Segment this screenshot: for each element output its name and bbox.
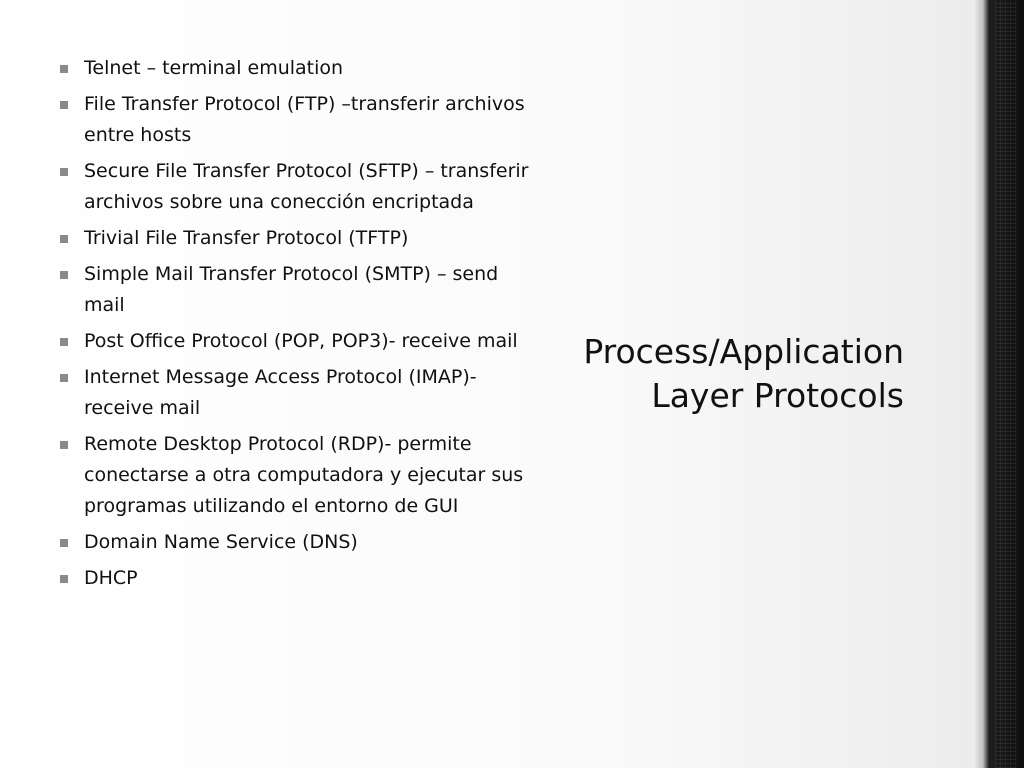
square-bullet-icon xyxy=(60,65,68,73)
bullet-item xyxy=(60,259,530,321)
bullet-text: Trivial File Transfer Protocol (TFTP) xyxy=(84,227,409,249)
bullet-item xyxy=(60,326,530,357)
slide-title-line-1: Process/Application xyxy=(583,332,904,371)
decorative-edge-strip xyxy=(975,0,1024,768)
bullet-text: File Transfer Protocol (FTP) –transferir archivos entre hosts xyxy=(84,93,525,146)
bullet-list xyxy=(60,53,530,599)
bullet-text: Internet Message Access Protocol (IMAP)- receive mail xyxy=(84,366,477,419)
bullet-item xyxy=(60,89,530,151)
slide-title-line-2: Layer Protocols xyxy=(651,376,904,415)
square-bullet-icon xyxy=(60,101,68,109)
bullet-item xyxy=(60,223,530,254)
slide-title xyxy=(484,330,904,418)
bullet-text: Secure File Transfer Protocol (SFTP) – transferir archivos sobre una conección encriptada xyxy=(84,160,529,213)
square-bullet-icon xyxy=(60,168,68,176)
square-bullet-icon xyxy=(60,338,68,346)
square-bullet-icon xyxy=(60,539,68,547)
bullet-text: DHCP xyxy=(84,567,138,589)
square-bullet-icon xyxy=(60,575,68,583)
square-bullet-icon xyxy=(60,271,68,279)
bullet-item xyxy=(60,362,530,424)
bullet-item xyxy=(60,156,530,218)
bullet-item xyxy=(60,429,530,522)
bullet-text: Telnet – terminal emulation xyxy=(84,57,344,79)
bullet-text: Domain Name Service (DNS) xyxy=(84,531,358,553)
bullet-text: Remote Desktop Protocol (RDP)- permite conectarse a otra computadora y ejecutar sus programas utilizando el entorno de GUI xyxy=(84,433,524,517)
bullet-item xyxy=(60,53,530,84)
square-bullet-icon xyxy=(60,374,68,382)
bullet-text: Post Office Protocol (POP, POP3)- receive mail xyxy=(84,330,518,352)
square-bullet-icon xyxy=(60,235,68,243)
bullet-text: Simple Mail Transfer Protocol (SMTP) – send mail xyxy=(84,263,499,316)
bullet-item xyxy=(60,527,530,558)
bullet-item xyxy=(60,563,530,594)
square-bullet-icon xyxy=(60,441,68,449)
